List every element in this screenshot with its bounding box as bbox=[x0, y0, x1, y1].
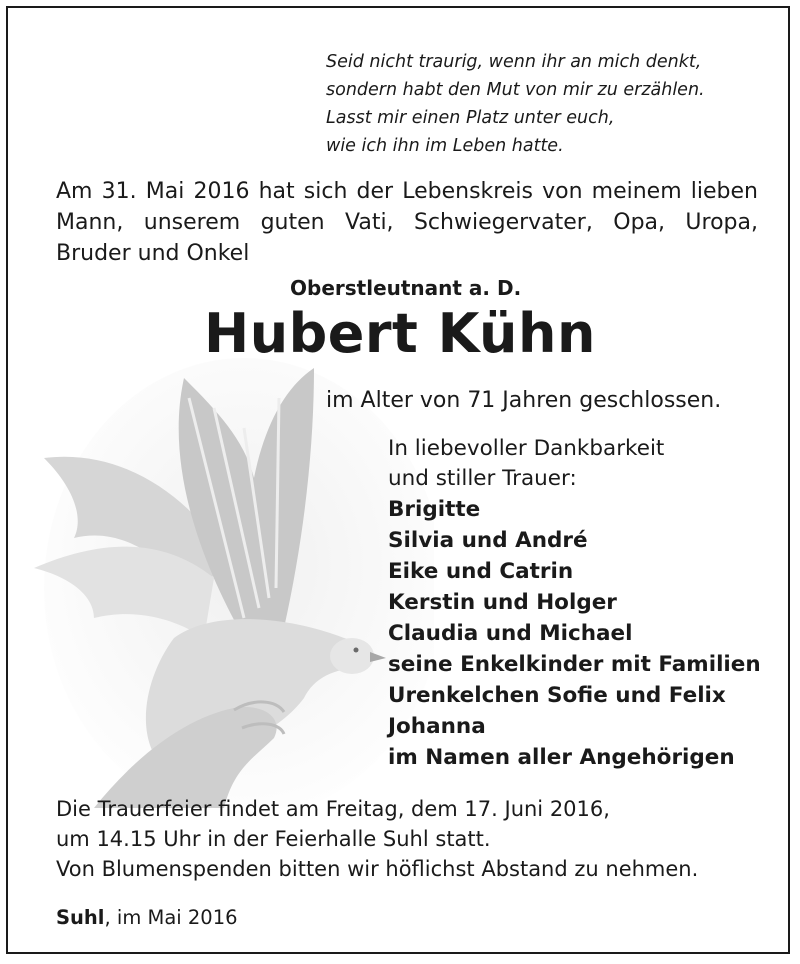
thanks-line: In liebevoller Dankbarkeit bbox=[388, 436, 665, 461]
mourner-name: Johanna bbox=[388, 714, 486, 739]
mourner-name: Urenkelchen Sofie und Felix bbox=[388, 683, 726, 708]
thanks-block bbox=[388, 434, 664, 494]
mourner-name: Kerstin und Holger bbox=[388, 590, 617, 615]
mourner-list bbox=[388, 494, 761, 773]
place-name: Suhl bbox=[56, 906, 105, 929]
deceased-name: Hubert Kühn bbox=[204, 302, 596, 365]
rank-title: Oberstleutnant a. D. bbox=[290, 276, 522, 300]
mourner-name: Eike und Catrin bbox=[388, 559, 574, 584]
mourner-name: Brigitte bbox=[388, 497, 481, 522]
mourner-name: Claudia und Michael bbox=[388, 621, 633, 646]
service-line: Von Blumenspenden bitten wir höflichst Abstand zu nehmen. bbox=[56, 857, 699, 881]
place-date bbox=[56, 906, 238, 929]
obituary-frame bbox=[6, 6, 790, 954]
date-text: , im Mai 2016 bbox=[104, 906, 238, 929]
thanks-line: und stiller Trauer: bbox=[388, 466, 577, 491]
mourner-name: Silvia und André bbox=[388, 528, 588, 553]
intro-text: Am 31. Mai 2016 hat sich der Lebenskreis von meinem lieben Mann, unserem guten Vati, Schwiegervater, Opa, Uropa, Bruder und Onkel bbox=[56, 179, 758, 266]
age-line: im Alter von 71 Jahren geschlossen. bbox=[326, 388, 722, 413]
poem-line: sondern habt den Mut von mir zu erzählen. bbox=[326, 80, 705, 100]
poem-line: Seid nicht traurig, wenn ihr an mich denkt, bbox=[326, 52, 702, 72]
poem-line: wie ich ihn im Leben hatte. bbox=[326, 136, 564, 156]
mourner-name: im Namen aller Angehörigen bbox=[388, 745, 735, 770]
service-line: Die Trauerfeier findet am Freitag, dem 17. Juni 2016, bbox=[56, 797, 610, 821]
service-info bbox=[56, 794, 698, 884]
service-line: um 14.15 Uhr in der Feierhalle Suhl statt. bbox=[56, 827, 491, 851]
mourner-name: seine Enkelkinder mit Familien bbox=[388, 652, 761, 677]
poem-line: Lasst mir einen Platz unter euch, bbox=[326, 108, 615, 128]
